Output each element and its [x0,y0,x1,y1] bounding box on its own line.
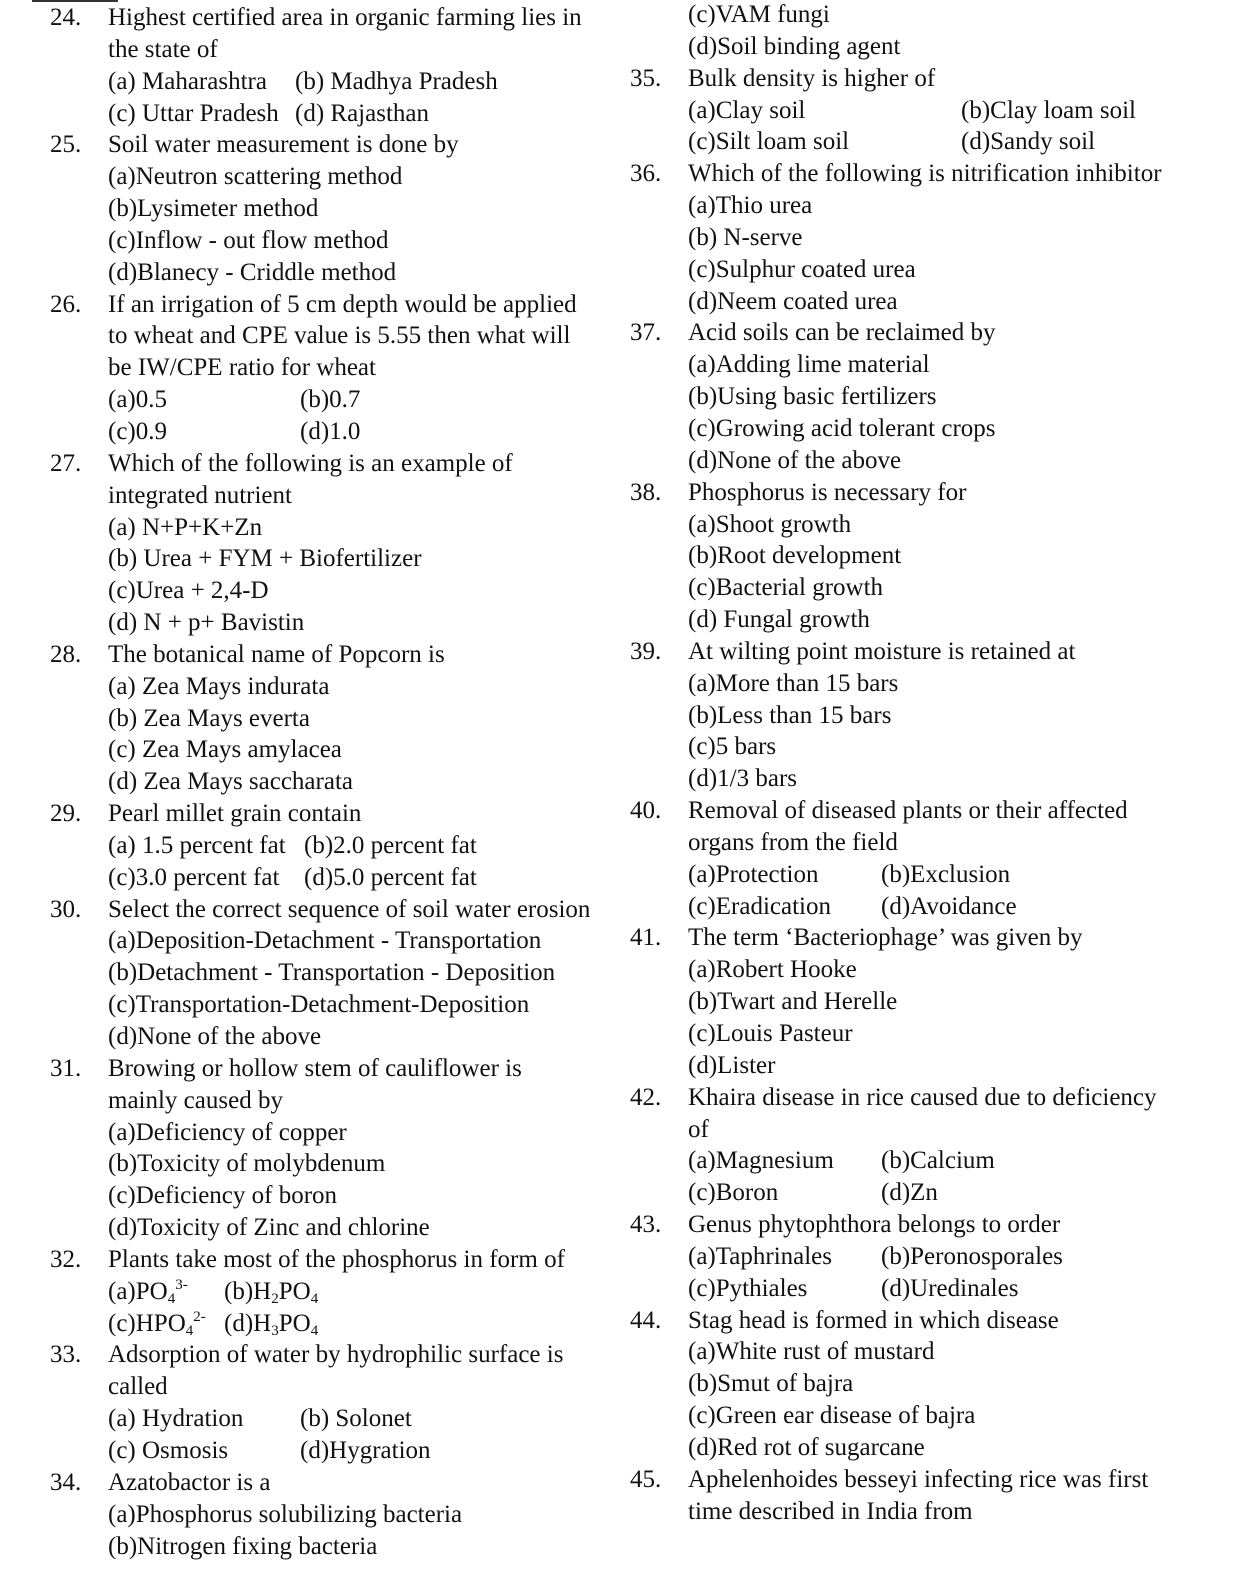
option-row [50,352,615,384]
option-text: (d)Uredinales [881,1274,1019,1302]
formula-part: PO [278,1277,311,1305]
option-row [630,1273,1230,1305]
option-row [630,1050,1230,1082]
option-row [50,1180,615,1212]
question-text: Which of the following is an example of [108,449,513,477]
option-row [50,384,615,416]
option-row [630,190,1230,222]
option-row [50,543,615,575]
option-text: (d) Zea Mays saccharata [108,768,353,796]
question-number: 25. [50,131,82,159]
option-text: called [108,1373,168,1401]
option-text: (b) Zea Mays everta [108,704,310,732]
subscript: 4 [310,1290,319,1307]
option-text: (a)Thio urea [688,192,813,220]
question-number: 36. [630,160,662,188]
question-text: Soil water measurement is done by [108,131,459,159]
option-row [50,1371,615,1403]
option-text: (c)Silt loam soil [688,128,850,156]
option-text [224,1278,318,1305]
option-text: the state of [108,35,218,63]
option-text: (a)Robert Hooke [688,956,857,984]
question-number: 37. [630,319,662,347]
option-row [50,575,615,607]
question-row [50,448,615,480]
question-number: 43. [630,1211,662,1239]
option-text: (c) Zea Mays amylacea [108,736,342,764]
option-row [50,1085,615,1117]
option-row [630,700,1230,732]
option-row [630,413,1230,445]
question-row [50,129,615,161]
option-text: time described in India from [688,1497,973,1525]
option-text: (d) Rajasthan [295,99,429,127]
question-text: Stag head is formed in which disease [688,1306,1059,1334]
option-text: (a)0.5 [108,386,167,414]
option-text: (c) Osmosis [108,1436,229,1464]
option-text: (a) N+P+K+Zn [108,513,263,541]
option-text: (b) Urea + FYM + Biofertilizer [108,545,422,573]
option-row [50,703,615,735]
option-row [50,98,615,130]
option-row [50,193,615,225]
option-text: (a) Maharashtra [108,67,267,95]
option-row [630,1241,1230,1273]
option-text: (a)Adding lime material [688,351,930,379]
option-text: integrated nutrient [108,481,292,509]
option-text: (a)Neutron scattering method [108,163,403,191]
question-text: The botanical name of Popcorn is [108,640,445,668]
option-text: (a)Deficiency of copper [108,1118,347,1146]
option-text: (d)1.0 [300,417,361,445]
option-row [630,859,1230,891]
option-text: (a)Shoot growth [688,510,852,538]
question-text: Removal of diseased plants or their affected [688,797,1128,825]
option-text: (b)Root development [688,542,902,570]
option-text: (d)Toxicity of Zinc and chlorine [108,1214,430,1242]
option-text: (b)Toxicity of molybdenum [108,1150,386,1178]
formula-part: PO [278,1309,311,1337]
question-row [630,477,1230,509]
option-row [630,1400,1230,1432]
question-row [630,1209,1230,1241]
option-pair [688,1145,995,1177]
question-number: 27. [50,449,82,477]
option-row [50,862,615,894]
option-row [50,1531,615,1563]
option-text: (b)Calcium [881,1147,995,1175]
option-pair [108,830,477,862]
option-text: (d)Hygration [300,1436,431,1464]
option-row [630,668,1230,700]
question-text: Browing or hollow stem of cauliflower is [108,1054,522,1082]
option-text: (c)Deficiency of boron [108,1182,338,1210]
option-text: (a)More than 15 bars [688,669,899,697]
option-text: (d)Blanecy - Criddle method [108,258,397,286]
option-row [630,1368,1230,1400]
option-text: (a)Phosphorus solubilizing bacteria [108,1500,463,1528]
option-pair [688,891,1017,923]
option-text: (b)Peronosporales [881,1242,1063,1270]
option-pair [688,1273,1018,1305]
question-row [50,289,615,321]
question-number: 35. [630,64,662,92]
option-row [50,257,615,289]
option-row [50,1212,615,1244]
option-text: (b) Solonet [300,1405,412,1433]
option-row [50,161,615,193]
option-text: (d)Red rot of sugarcane [688,1433,925,1461]
question-row [50,639,615,671]
option-text: (d)None of the above [688,446,902,474]
option-row [630,572,1230,604]
option-row [630,1114,1230,1146]
question-number: 29. [50,800,82,828]
question-row [50,798,615,830]
question-row [50,1339,615,1371]
question-row [630,158,1230,190]
option-row [50,671,615,703]
question-number: 42. [630,1083,662,1111]
option-row [630,1177,1230,1209]
option-text: (b)Clay loam soil [961,96,1136,124]
option-pair [688,1241,1063,1273]
option-row [50,480,615,512]
question-number: 24. [50,4,82,31]
option-pair [108,98,429,130]
option-row [630,1336,1230,1368]
option-text: (b)Twart and Herelle [688,988,898,1016]
question-text: Acid soils can be reclaimed by [688,319,996,347]
option-text: of [688,1115,709,1143]
option-text: (c)3.0 percent fat [108,863,280,891]
option-text: (d)5.0 percent fat [304,863,477,891]
option-row [630,954,1230,986]
option-pair [688,126,1095,158]
option-text: (c)VAM fungi [688,1,830,28]
question-text: Bulk density is higher of [688,64,936,92]
option-text: (b)Nitrogen fixing bacteria [108,1532,378,1560]
question-row [630,63,1230,95]
superscript: 2- [193,1308,206,1325]
question-number: 41. [630,924,662,952]
left-column [50,0,615,1562]
option-text: (a)White rust of mustard [688,1338,935,1366]
formula-options [108,1276,318,1308]
option-pair [108,416,360,448]
question-text: Pearl millet grain contain [108,800,362,828]
option-text: to wheat and CPE value is 5.55 then what will [108,322,571,350]
option-text: (d)Neem coated urea [688,287,898,315]
option-row [630,763,1230,795]
formula-part: (c)HPO [108,1309,186,1337]
option-text: (a)Deposition-Detachment - Transportation [108,927,542,955]
option-text: (c)Louis Pasteur [688,1020,853,1047]
option-row [50,34,615,66]
option-text: (b)2.0 percent fat [304,831,477,859]
subscript: 3 [271,1322,279,1339]
option-row [50,1308,615,1340]
option-text: (a) Zea Mays indurata [108,672,330,700]
option-text: (d)Zn [881,1179,938,1207]
option-row [50,416,615,448]
option-row [50,925,615,957]
question-text: At wilting point moisture is retained at [688,637,1076,665]
option-row [50,607,615,639]
option-text: (a) Hydration [108,1405,244,1433]
option-text: (b)Smut of bajra [688,1370,854,1398]
option-text [108,1308,224,1340]
question-number: 32. [50,1245,82,1273]
option-text: (b)Detachment - Transportation - Deposition [108,959,556,987]
option-row [50,1148,615,1180]
option-pair [108,1435,431,1467]
option-text: (b)Less than 15 bars [688,701,892,729]
option-row [50,1117,615,1149]
question-number: 45. [630,1465,662,1493]
option-text: (d)Soil binding agent [688,32,901,60]
option-pair [108,862,477,894]
option-row [630,381,1230,413]
question-number: 44. [630,1306,662,1334]
option-text: (d) Fungal growth [688,606,870,634]
question-text: Azatobactor is a [108,1468,271,1496]
option-text: (d) N + p+ Bavistin [108,609,305,637]
option-row [50,1499,615,1531]
option-text: (a)Taphrinales [688,1242,833,1270]
option-text: (c)0.9 [108,417,167,445]
question-number: 39. [630,637,662,665]
option-row [50,989,615,1021]
question-number: 34. [50,1468,82,1496]
option-row [50,225,615,257]
question-row [50,1053,615,1085]
option-text: (c)Pythiales [688,1274,808,1302]
option-text: (c)Eradication [688,892,831,920]
question-text: Adsorption of water by hydrophilic surface is [108,1341,564,1369]
option-row [630,509,1230,541]
option-text: (c)Growing acid tolerant crops [688,414,996,442]
subscript: 2 [271,1290,279,1307]
option-text: be IW/CPE ratio for wheat [108,354,376,382]
question-number: 30. [50,895,82,923]
superscript: 3- [175,1276,188,1293]
option-row [50,1021,615,1053]
question-text: Phosphorus is necessary for [688,478,967,506]
question-row [630,795,1230,827]
question-row [630,922,1230,954]
option-pair [688,859,1010,891]
option-row [630,1018,1230,1050]
option-text: (c)Boron [688,1179,779,1207]
option-pair [108,384,360,416]
option-text: (b)Exclusion [881,860,1011,888]
option-pair [688,95,1136,127]
subscript: 4 [185,1322,194,1339]
right-column [630,0,1230,1528]
option-row [50,734,615,766]
question-text: Which of the following is nitrification inhibitor [688,160,1162,188]
option-row [630,126,1230,158]
option-pair [108,1403,412,1435]
option-text: (d)1/3 bars [688,765,797,793]
option-text: (a) 1.5 percent fat [108,831,286,859]
option-row [50,766,615,798]
option-row [630,95,1230,127]
option-text: (b) N-serve [688,223,803,251]
question-row [50,894,615,926]
option-row [50,830,615,862]
question-number: 38. [630,478,662,506]
option-text: (c)Green ear disease of bajra [688,1402,976,1430]
option-text: (c)Sulphur coated urea [688,255,916,283]
option-row [50,320,615,352]
option-text: mainly caused by [108,1086,283,1114]
option-row [630,891,1230,923]
option-text: (b) Madhya Pradesh [295,67,498,95]
option-row [630,254,1230,286]
option-text: (c)Transportation-Detachment-Deposition [108,991,530,1019]
question-text: Plants take most of the phosphorus in form of [108,1245,565,1273]
question-number: 40. [630,797,662,825]
question-row [630,1305,1230,1337]
question-row [50,2,615,34]
option-row [630,731,1230,763]
question-row [50,1467,615,1499]
question-number: 31. [50,1054,82,1082]
option-row [630,827,1230,859]
question-row [630,317,1230,349]
option-row [50,1276,615,1308]
question-text: If an irrigation of 5 cm depth would be applied [108,290,577,318]
question-number: 28. [50,640,82,668]
question-text: Genus phytophthora belongs to order [688,1211,1061,1239]
option-row [50,1403,615,1435]
option-row [630,1145,1230,1177]
formula-part: (d)H [224,1309,272,1337]
question-row [630,1082,1230,1114]
question-text: Highest certified area in organic farming lies in [108,4,582,31]
subscript: 4 [167,1290,176,1307]
option-text: (a)Protection [688,860,819,888]
option-row [630,222,1230,254]
formula-options [108,1308,318,1340]
option-text: (b)Lysimeter method [108,195,319,223]
question-number: 33. [50,1341,82,1369]
question-row [630,636,1230,668]
question-text: Khaira disease in rice caused due to deficiency [688,1083,1157,1111]
option-pair [688,1177,938,1209]
option-text: (a)Magnesium [688,1147,834,1175]
option-text [108,1276,224,1308]
formula-part: (a)PO [108,1277,168,1305]
question-text: Aphelenhoides besseyi infecting rice was first [688,1465,1149,1493]
question-text: The term ‘Bacteriophage’ was given by [688,924,1083,952]
subscript: 4 [310,1322,319,1339]
option-row [50,957,615,989]
option-text: (d)Sandy soil [961,128,1096,156]
option-text: (a)Clay soil [688,96,806,124]
option-text: (c) Uttar Pradesh [108,99,279,127]
option-text: (b)0.7 [300,386,361,414]
question-text: Select the correct sequence of soil water erosion [108,895,591,923]
option-text: (d)Lister [688,1051,776,1079]
option-row [630,540,1230,572]
option-row [630,349,1230,381]
option-pair [108,66,498,98]
option-text: (c)Bacterial growth [688,574,884,602]
question-row [50,1244,615,1276]
option-text: (c)Urea + 2,4-D [108,577,269,605]
option-text: (d)None of the above [108,1023,322,1050]
option-text: (c)Inflow - out flow method [108,226,389,254]
option-text: (b)Using basic fertilizers [688,383,937,411]
option-row [630,31,1230,63]
option-row [630,604,1230,636]
option-row [630,0,1230,31]
option-row [630,286,1230,318]
option-row [50,66,615,98]
option-text: organs from the field [688,828,898,856]
option-row [50,1435,615,1467]
option-row [50,512,615,544]
option-text: (d)Avoidance [881,892,1017,920]
option-row [630,445,1230,477]
option-row [630,1496,1230,1528]
option-row [630,1432,1230,1464]
question-row [630,1464,1230,1496]
option-row [630,986,1230,1018]
question-number: 26. [50,290,82,318]
option-text: (c)5 bars [688,733,777,761]
formula-part: (b)H [224,1277,272,1305]
option-text [224,1310,318,1337]
